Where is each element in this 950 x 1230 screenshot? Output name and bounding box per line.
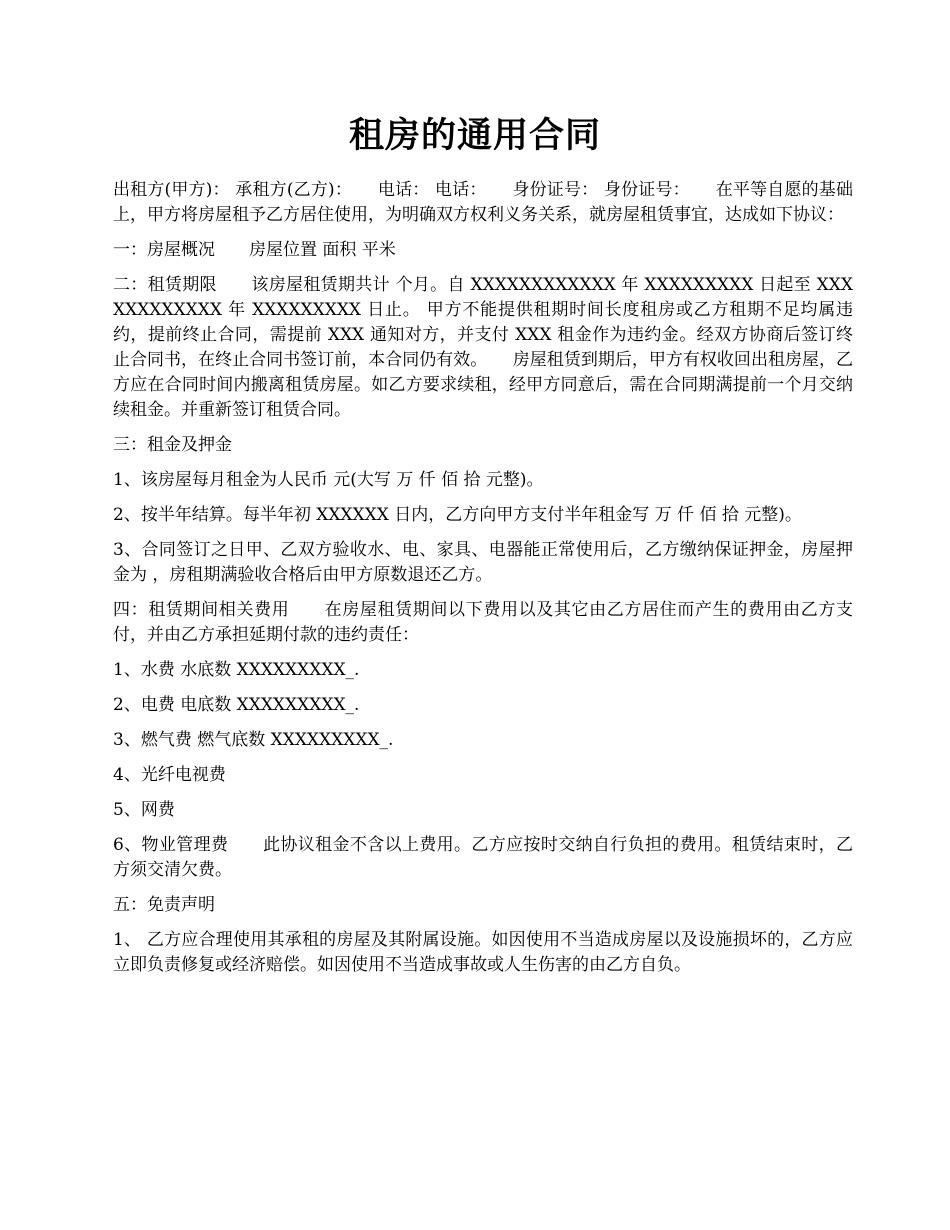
paragraph-fee-3: 3、燃气费 燃气底数 XXXXXXXXX_. — [113, 730, 394, 750]
paragraph-section-4: 四：租赁期间相关费用 在房屋租赁期间以下费用以及其它由乙方居住而产生的费用由乙方支付，并由乙方承担延期付款的违约责任： — [113, 600, 853, 645]
paragraph-fee-6: 6、物业管理费 此协议租金不含以上费用。乙方应按时交纳自行负担的费用。租赁结束时，乙方须交清欠费。 — [113, 835, 853, 880]
paragraph-rent-3: 3、合同签订之日甲、乙双方验收水、电、家具、电器能正常使用后，乙方缴纳保证押金，房屋押金为 ，房租期满验收合格后由甲方原数退还乙方。 — [113, 540, 853, 585]
paragraph-rent-1: 1、该房屋每月租金为人民币 元(大写 万 仟 佰 拾 元整)。 — [113, 470, 544, 490]
paragraph-fee-1: 1、水费 水底数 XXXXXXXXX_. — [113, 660, 360, 680]
paragraph-section-3: 三：租金及押金 — [113, 435, 232, 455]
document-title: 租房的通用合同 — [348, 115, 601, 156]
document-body — [113, 178, 853, 988]
paragraph-disclaimer-1: 1、 乙方应合理使用其承租的房屋及其附属设施。如因使用不当造成房屋以及设施损坏的，乙方应立即负责修复或经济赔偿。如因使用不当造成事故或人生伤害的由乙方自负。 — [113, 930, 853, 975]
paragraph-section-1: 一：房屋概况 房屋位置 面积 平米 — [113, 240, 396, 260]
paragraph-fee-5: 5、网费 — [113, 800, 175, 820]
paragraph-section-2: 二：租赁期限 该房屋租赁期共计 个月。自 XXXXXXXXXXXX 年 XXXXXXXXX 日起至 XXXXXXXXXXXX 年 XXXXXXXXX 日止。 甲方不能提供租期时间长度租房或乙方租期不足均属违约，提前终止合同，需提前 XXX 通知对方，并支付 XXX 租金作为违约金。经双方协商后签订终止合同书，在终止合同书签订前，本合同仍有效。 房屋租赁到期后，甲方有权收回出租房屋，乙方应在合同时间内搬离租赁房屋。如乙方要求续租，经甲方同意后，需在合同期满提前一个月交纳续租金。并重新签订租赁合同。 — [113, 275, 853, 420]
paragraph-rent-2: 2、按半年结算。每半年初 XXXXXX 日内，乙方向甲方支付半年租金写 万 仟 佰 拾 元整)。 — [113, 505, 802, 525]
paragraph-parties: 出租方(甲方)： 承租方(乙方)： 电话： 电话： 身份证号： 身份证号： 在平等自愿的基础上，甲方将房屋租予乙方居住使用，为明确双方权利义务关系，就房屋租赁事宜，达成如下协议： — [113, 180, 853, 225]
paragraph-fee-4: 4、光纤电视费 — [113, 765, 226, 785]
paragraph-fee-2: 2、电费 电底数 XXXXXXXXX_. — [113, 695, 360, 715]
paragraph-section-5: 五：免责声明 — [113, 895, 215, 915]
